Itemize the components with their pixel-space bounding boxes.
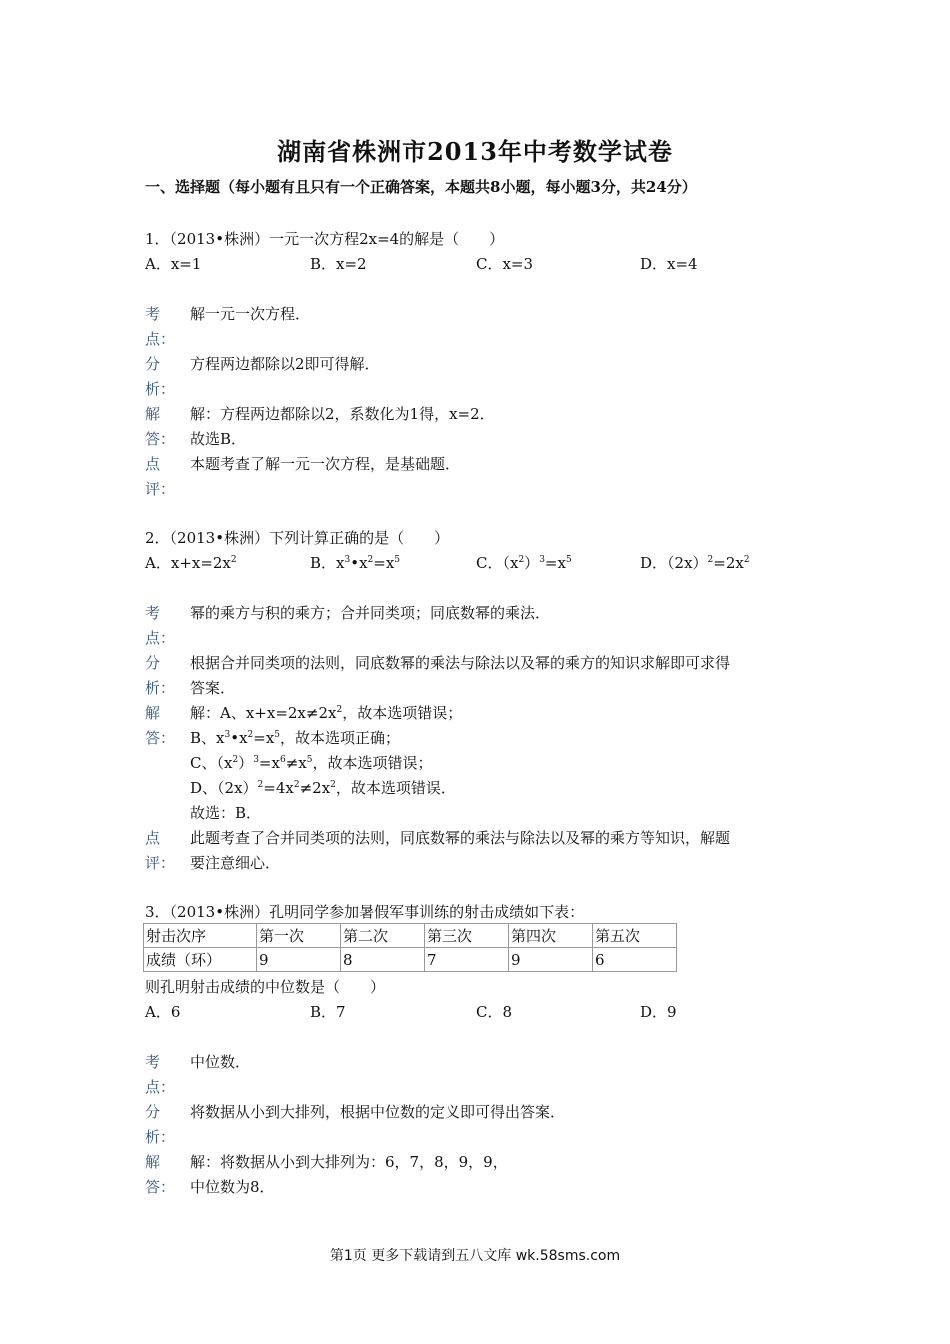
table-cell: 7 — [425, 948, 509, 972]
label-jie: 解 — [145, 1153, 161, 1171]
q3-jieda-line2: 中位数为8． — [190, 1178, 275, 1196]
label-dian2: 点 — [145, 829, 161, 847]
label-jie: 解 — [145, 704, 161, 722]
label-xi: 析： — [145, 380, 176, 398]
table-row — [144, 948, 677, 972]
q2-jieda-c: C、$(x^2)^3=x^6\ne x^5$，故本选项错误； — [190, 754, 433, 772]
label-xi: 析： — [145, 1128, 176, 1146]
q1-fenxi: 方程两边都除以2即可得解． — [190, 355, 380, 373]
q2-kaodian: 幂的乘方与积的乘方；合并同类项；同底数幂的乘法． — [190, 604, 551, 622]
label-da: 答： — [145, 430, 176, 448]
q2-jieda-a: 解：A、$x+x=2x\ne 2x^2$，故本选项错误； — [190, 704, 463, 722]
q1-jieda-line1: 解：方程两边都除以2，系数化为1得，x=2． — [190, 405, 495, 423]
label-dian2: 点 — [145, 455, 161, 473]
table-cell: 6 — [593, 948, 677, 972]
q2-option-b: B．$x^3•x^2=x^5$ — [310, 554, 401, 572]
q1-dianping: 本题考查了解一元一次方程，是基础题． — [190, 455, 461, 473]
q3-stem: 3．（2013•株洲）孔明同学参加暑假军事训练的射击成绩如下表： — [145, 903, 585, 921]
table-cell: 射击次序 — [144, 924, 257, 948]
q3-kaodian: 中位数． — [190, 1053, 251, 1071]
q2-option-a: A．$x+x=2x^2$ — [145, 554, 237, 572]
q2-stem: 2．（2013•株洲）下列计算正确的是（ ） — [145, 529, 450, 547]
q2-jieda-b: B、$x^3•x^2=x^5$，故本选项正确； — [190, 729, 401, 747]
q1-option-b: B．x=2 — [310, 255, 367, 273]
q2-fenxi-line2: 答案． — [190, 679, 236, 697]
q2-conclusion: 故选：B． — [190, 804, 262, 822]
label-da: 答： — [145, 1178, 176, 1196]
q1-option-d: D．x=4 — [640, 255, 698, 273]
q1-jieda-line2: 故选B． — [190, 430, 247, 448]
q1-option-a: A．x=1 — [145, 255, 202, 273]
table-cell: 9 — [257, 948, 341, 972]
q2-option-d: D．$(2x)^2=2x^2$ — [640, 554, 750, 572]
q2-jieda-d: D、$(2x)^2=4x^2\ne 2x^2$，故本选项错误． — [190, 779, 456, 797]
label-dian: 点： — [145, 629, 176, 647]
label-dian: 点： — [145, 1078, 176, 1096]
q3-option-a: A．6 — [145, 1003, 181, 1021]
page-title: 湖南省株洲市2013年中考数学试卷 — [277, 137, 673, 166]
label-kao: 考 — [145, 305, 161, 323]
label-dian: 点： — [145, 330, 176, 348]
table-cell: 第五次 — [593, 924, 677, 948]
label-ping: 评： — [145, 854, 176, 872]
table-cell: 成绩（环） — [144, 948, 257, 972]
q3-jieda-line1: 解：将数据从小到大排列为：6，7，8，9，9， — [190, 1153, 508, 1171]
label-kao: 考 — [145, 604, 161, 622]
label-xi: 析： — [145, 679, 176, 697]
label-jie: 解 — [145, 405, 161, 423]
q3-option-b: B．7 — [310, 1003, 346, 1021]
label-ping: 评： — [145, 480, 176, 498]
q3-option-c: C．8 — [476, 1003, 513, 1021]
q3-fenxi: 将数据从小到大排列，根据中位数的定义即可得出答案． — [190, 1103, 566, 1121]
q3-question: 则孔明射击成绩的中位数是（ ） — [145, 978, 386, 996]
table-cell: 第三次 — [425, 924, 509, 948]
q2-dianping-line2: 要注意细心． — [190, 854, 281, 872]
q1-kaodian: 解一元一次方程． — [190, 305, 311, 323]
q2-dianping-line1: 此题考查了合并同类项的法则，同底数幂的乘法与除法以及幂的乘方等知识，解题 — [190, 829, 731, 847]
section-heading: 一、选择题（每小题有且只有一个正确答案，本题共8小题，每小题3分，共24分） — [145, 178, 697, 196]
q1-option-c: C．x=3 — [476, 255, 534, 273]
label-fen: 分 — [145, 1103, 161, 1121]
q2-option-c: C．$(x^2)^3=x^5$ — [476, 554, 572, 572]
table-cell: 第二次 — [341, 924, 425, 948]
label-kao: 考 — [145, 1053, 161, 1071]
label-fen: 分 — [145, 654, 161, 672]
page-footer: 第1页 更多下载请到五八文库 wk.58sms.com — [329, 1248, 621, 1264]
q2-fenxi-line1: 根据合并同类项的法则，同底数幂的乘法与除法以及幂的乘方的知识求解即可求得 — [190, 654, 731, 672]
table-header-row — [144, 924, 677, 948]
table-cell: 第一次 — [257, 924, 341, 948]
table-cell: 8 — [341, 948, 425, 972]
q1-stem: 1．（2013•株洲）一元一次方程2x=4的解是（ ） — [145, 230, 505, 248]
table-cell: 9 — [509, 948, 593, 972]
q3-option-d: D．9 — [640, 1003, 677, 1021]
table-cell: 第四次 — [509, 924, 593, 948]
score-table — [143, 923, 677, 972]
label-fen: 分 — [145, 355, 161, 373]
label-da: 答： — [145, 729, 176, 747]
